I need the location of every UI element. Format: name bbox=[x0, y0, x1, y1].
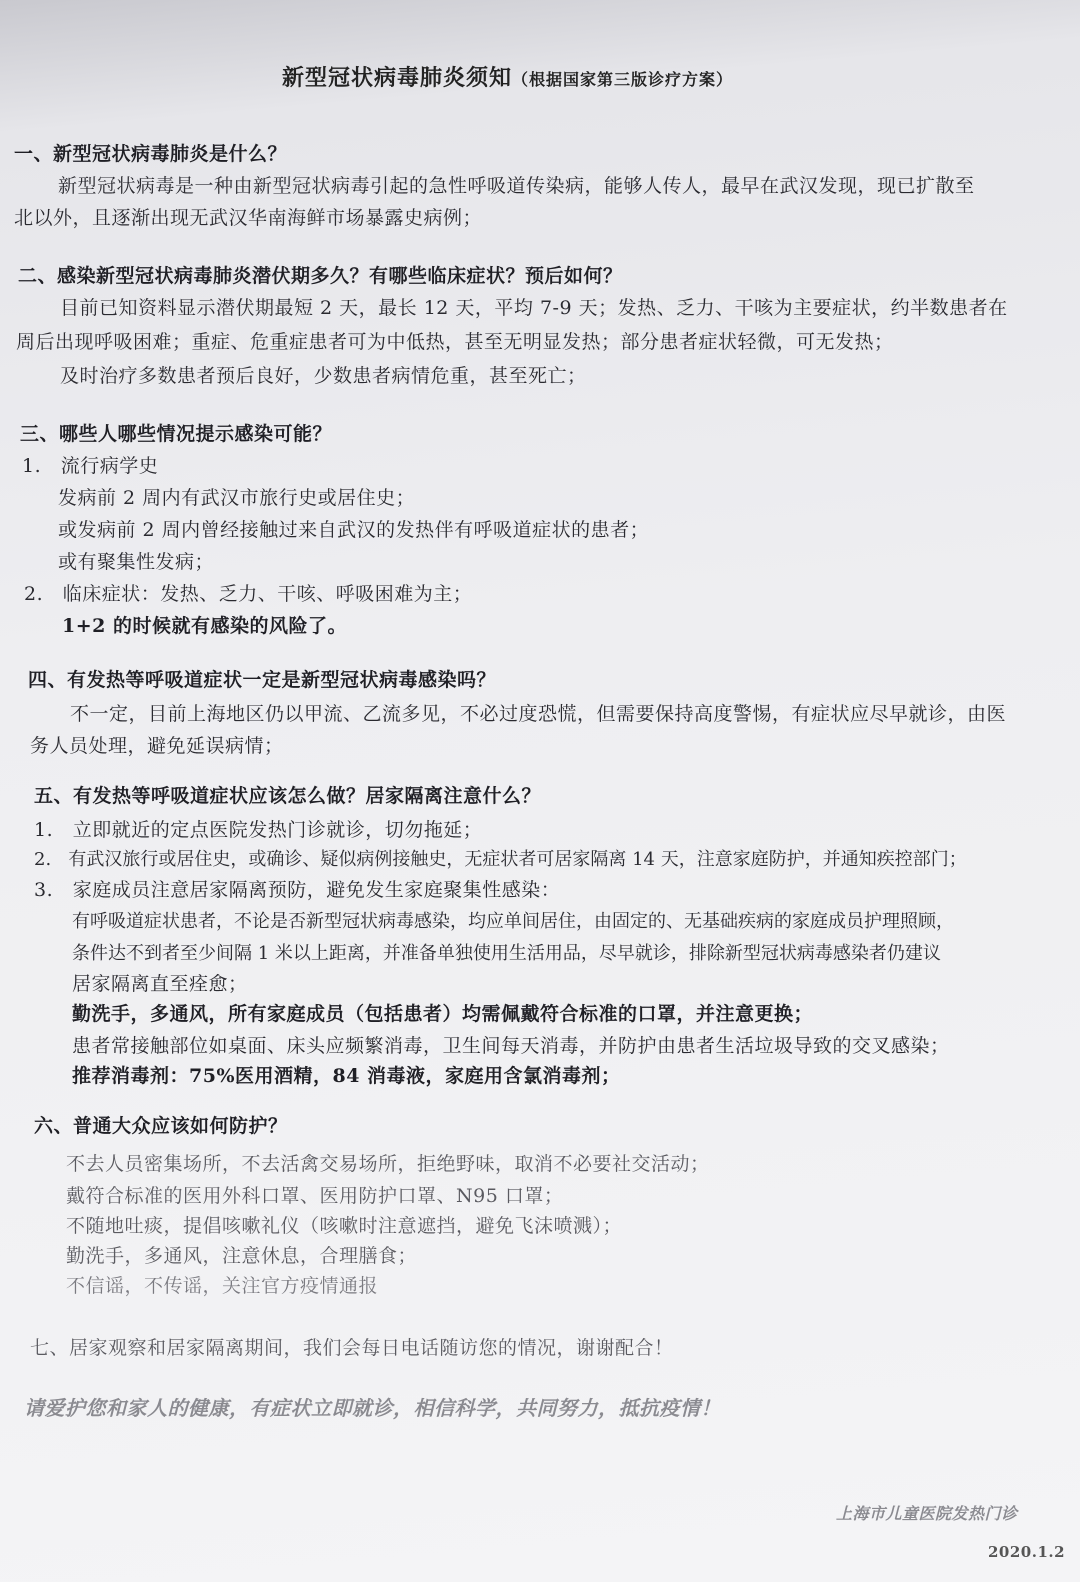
section-6-line-2: 戴符合标准的医用外科口罩、医用防护口罩、N95 口罩； bbox=[66, 1185, 564, 1207]
item-number: 2. bbox=[34, 849, 52, 870]
section-2-paragraph-line-1: 目前已知资料显示潜伏期最短 2 天，最长 12 天，平均 7-9 天；发热、乏力、干咳为主要症状，约半数患者在 bbox=[60, 297, 1008, 319]
section-5-heading: 五、有发热等呼吸道症状应该怎么做？居家隔离注意什么？ bbox=[34, 785, 542, 807]
section-3-line-2: 或发病前 2 周内曾经接触过来自武汉的发热伴有呼吸道症状的患者； bbox=[58, 519, 650, 541]
section-3-item-1 bbox=[22, 454, 158, 478]
section-4-paragraph-line-2: 务人员处理，避免延误病情； bbox=[30, 735, 284, 757]
section-5-item-2 bbox=[34, 848, 967, 872]
section-1-paragraph-line-1: 新型冠状病毒是一种由新型冠状病毒引起的急性呼吸道传染病，能够人传人，最早在武汉发现，现已扩散至 bbox=[58, 175, 975, 197]
signature: 上海市儿童医院发热门诊 bbox=[836, 1504, 1018, 1523]
item-text: 立即就近的定点医院发热门诊就诊，切勿拖延； bbox=[72, 819, 483, 841]
section-3-line-3: 或有聚集性发病； bbox=[58, 551, 215, 573]
section-3-item-2 bbox=[24, 582, 472, 606]
item-label: 流行病学史 bbox=[60, 455, 159, 477]
section-6-line-4: 勤洗手，多通风，注意休息，合理膳食； bbox=[66, 1245, 418, 1267]
section-6-heading: 六、普通大众应该如何防护？ bbox=[34, 1115, 288, 1137]
item-label: 临床症状：发热、乏力、干咳、呼吸困难为主； bbox=[62, 583, 473, 605]
section-2-paragraph-line-3: 及时治疗多数患者预后良好，少数患者病情危重，甚至死亡； bbox=[60, 365, 587, 387]
closing-message: 请爱护您和家人的健康，有症状立即就诊，相信科学，共同努力，抵抗疫情！ bbox=[24, 1396, 721, 1420]
document-title bbox=[282, 66, 733, 92]
section-3-conclusion: 1+2 的时候就有感染的风险了。 bbox=[62, 615, 347, 637]
section-3-line-1: 发病前 2 周内有武汉市旅行史或居住史； bbox=[58, 487, 416, 509]
item-number: 3. bbox=[34, 879, 54, 901]
section-5-line-2: 条件达不到者至少间隔 1 米以上距离，并准备单独使用生活用品，尽早就诊，排除新型冠状病毒感染者仍建议 bbox=[72, 943, 941, 964]
section-5-line-4: 勤洗手，多通风，所有家庭成员（包括患者）均需佩戴符合标准的口罩，并注意更换； bbox=[72, 1003, 814, 1025]
section-1-heading: 一、新型冠状病毒肺炎是什么？ bbox=[14, 143, 288, 165]
item-number: 1. bbox=[22, 455, 42, 477]
section-6-line-3: 不随地吐痰，提倡咳嗽礼仪（咳嗽时注意遮挡，避免飞沫喷溅）； bbox=[66, 1215, 623, 1237]
section-5-item-1 bbox=[34, 818, 482, 842]
section-2-paragraph-line-2: 周后出现呼吸困难；重症、危重症患者可为中低热，甚至无明显发热；部分患者症状轻微，可无发热； bbox=[16, 331, 894, 353]
item-number: 2. bbox=[24, 583, 44, 605]
section-4-paragraph-line-1: 不一定，目前上海地区仍以甲流、乙流多见，不必过度恐慌，但需要保持高度警惕，有症状应尽早就诊，由医 bbox=[70, 703, 1007, 725]
section-5-line-5: 患者常接触部位如桌面、床头应频繁消毒，卫生间每天消毒，并防护由患者生活垃圾导致的交叉感染； bbox=[72, 1035, 950, 1057]
section-4-heading: 四、有发热等呼吸道症状一定是新型冠状病毒感染吗？ bbox=[28, 669, 497, 691]
section-3-heading: 三、哪些人哪些情况提示感染可能？ bbox=[20, 423, 333, 445]
section-6-line-1: 不去人员密集场所，不去活禽交易场所，拒绝野味，取消不必要社交活动； bbox=[66, 1153, 710, 1175]
item-text: 家庭成员注意居家隔离预防，避免发生家庭聚集性感染： bbox=[72, 879, 561, 901]
section-5-item-3 bbox=[34, 878, 560, 902]
section-1-paragraph-line-2: 北以外，且逐渐出现无武汉华南海鲜市场暴露史病例； bbox=[14, 207, 483, 229]
section-7-heading: 七、居家观察和居家隔离期间，我们会每日电话随访您的情况，谢谢配合！ bbox=[30, 1337, 674, 1359]
title-subtitle: （根据国家第三版诊疗方案） bbox=[512, 70, 734, 89]
document-date: 2020.1.2 bbox=[988, 1543, 1066, 1561]
section-2-heading: 二、感染新型冠状病毒肺炎潜伏期多久？有哪些临床症状？预后如何？ bbox=[18, 265, 623, 287]
title-main: 新型冠状病毒肺炎须知 bbox=[282, 65, 513, 91]
item-number: 1. bbox=[34, 819, 54, 841]
section-5-line-3: 居家隔离直至痊愈； bbox=[72, 973, 248, 995]
section-5-line-6: 推荐消毒剂：75%医用酒精，84 消毒液，家庭用含氯消毒剂； bbox=[72, 1065, 621, 1087]
section-6-line-5: 不信谣，不传谣，关注官方疫情通报 bbox=[66, 1275, 379, 1297]
section-5-line-1: 有呼吸道症状患者，不论是否新型冠状病毒感染，均应单间居住，由固定的、无基础疾病的家庭成员护理照顾， bbox=[72, 911, 954, 932]
item-text: 有武汉旅行或居住史，或确诊、疑似病例接触史，无症状者可居家隔离 14 天，注意家庭防护，并通知疾控部门； bbox=[68, 849, 967, 870]
